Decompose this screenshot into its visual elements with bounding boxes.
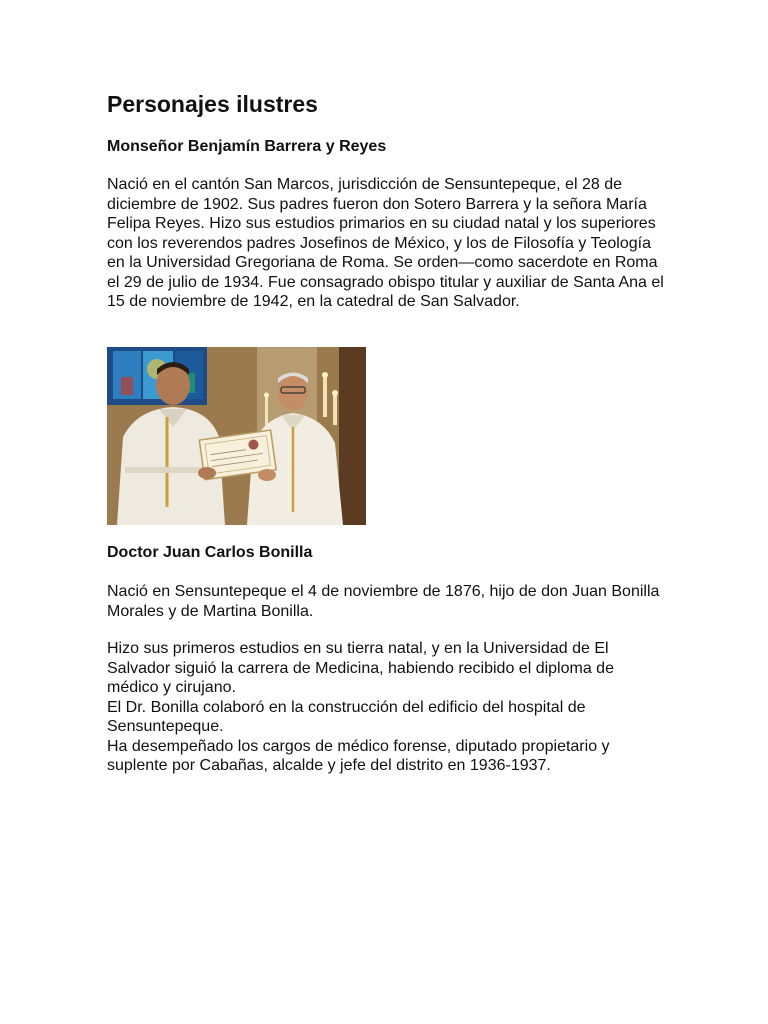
section-paragraph-bonilla-intro (107, 582, 667, 621)
page-title: Personajes ilustres (107, 91, 318, 117)
paragraph-text: Nació en el cantón San Marcos, jurisdicción de Sensuntepeque, el 28 de diciembre de 1902. Sus padres fueron don Sotero Barrera y la señora María Felipa Reyes. Hizo sus estudios primarios en su ciudad natal y los superiores con los reverendos padres Josefinos de México, y los de Filosofía y Teología en la Universidad Gregoriana de Roma. Se orden—como sacerdote en Roma el 29 de julio de 1934. Fue consagrado obispo titular y auxiliar de Santa Ana el 15 de noviembre de 1942, en la catedral de San Salvador. (107, 176, 664, 310)
section-paragraph-bonilla-details (107, 639, 667, 776)
section-heading-bonilla: Doctor Juan Carlos Bonilla (107, 544, 313, 561)
paragraph-text: Ha desempeñado los cargos de médico forense, diputado propietario y suplente por Cabañas, alcalde y jefe del distrito en 1936-1937. (107, 737, 610, 774)
section-paragraph-barrera (107, 175, 667, 312)
paragraph-text: Hizo sus primeros estudios en su tierra natal, y en la Universidad de El Salvador siguió la carrera de Medicina, habiendo recibido el diploma de médico y cirujano. (107, 640, 614, 696)
photo-two-priests-with-diploma (107, 347, 366, 525)
section-heading-barrera: Monseñor Benjamín Barrera y Reyes (107, 138, 387, 155)
paragraph-text: Nació en Sensuntepeque el 4 de noviembre de 1876, hijo de don Juan Bonilla Morales y de Martina Bonilla. (107, 583, 660, 620)
paragraph-text: El Dr. Bonilla colaboró en la construcción del edificio del hospital de Sensuntepeque. (107, 698, 586, 735)
